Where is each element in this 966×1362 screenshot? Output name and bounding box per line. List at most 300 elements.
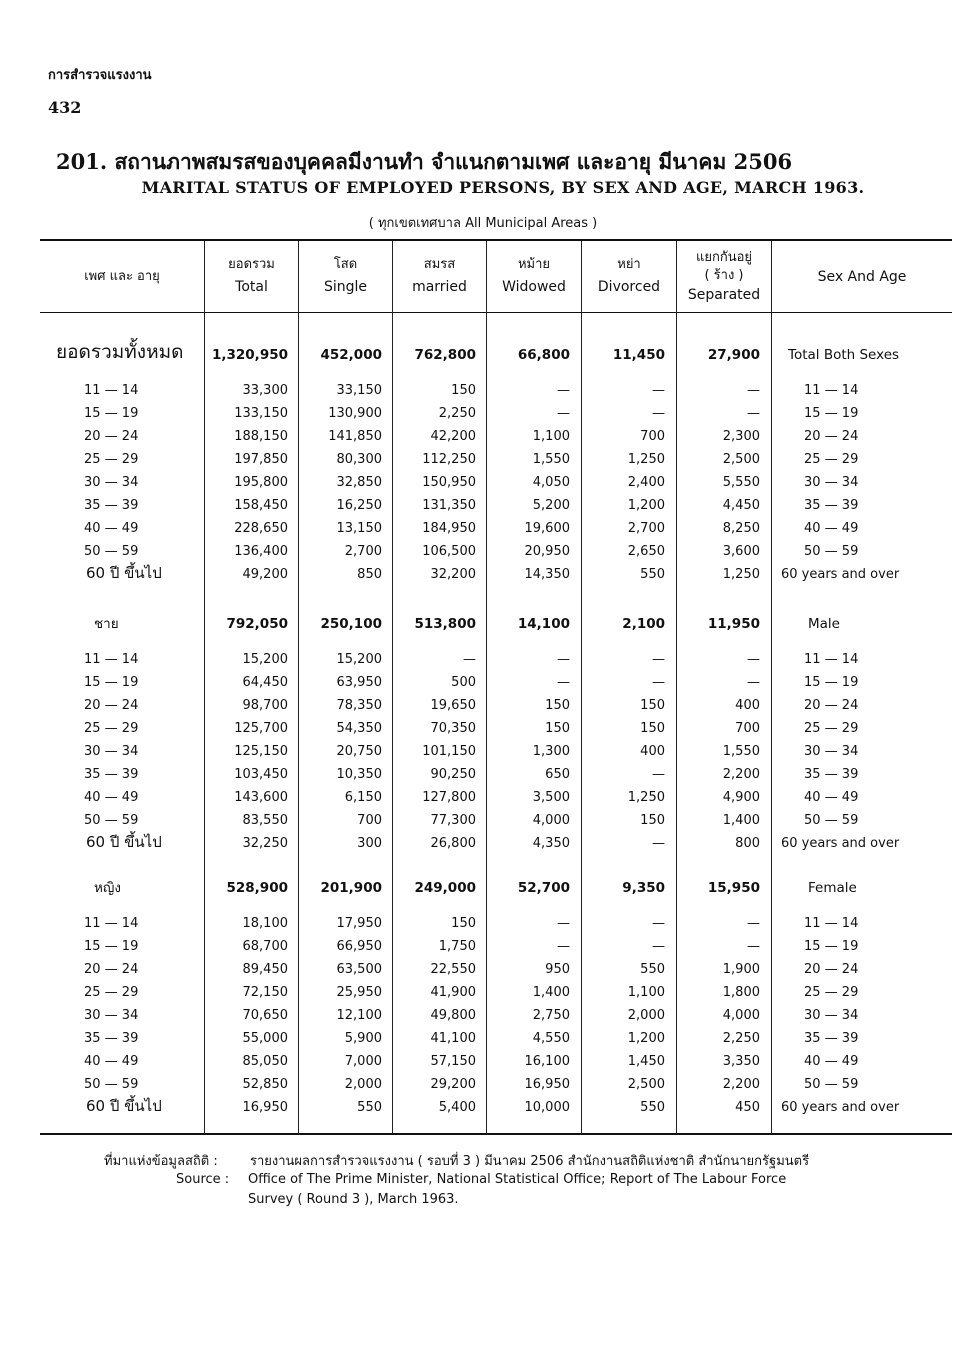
data-cell: 18,100 bbox=[242, 916, 288, 931]
data-cell: 188,150 bbox=[234, 429, 288, 444]
age-group-label-english: 15 — 19 bbox=[804, 406, 859, 421]
data-cell: 1,550 bbox=[532, 452, 570, 467]
section-total-row bbox=[40, 877, 952, 899]
data-cell: 4,000 bbox=[722, 1008, 760, 1023]
header-single-thai: โสด bbox=[333, 257, 358, 272]
data-cell: 101,150 bbox=[422, 744, 476, 759]
data-cell: 1,250 bbox=[722, 567, 760, 582]
data-cell: 3,350 bbox=[722, 1054, 760, 1069]
table-row bbox=[40, 1097, 952, 1119]
data-cell: 150 bbox=[451, 383, 476, 398]
data-cell: — bbox=[557, 916, 570, 931]
data-cell: 4,350 bbox=[532, 836, 570, 851]
table-row bbox=[40, 982, 952, 1004]
data-cell: 89,450 bbox=[242, 962, 288, 977]
table-title-english bbox=[0, 178, 966, 197]
data-cell: 5,400 bbox=[438, 1100, 476, 1115]
data-cell: 2,500 bbox=[627, 1077, 665, 1092]
data-cell: — bbox=[747, 406, 760, 421]
data-cell: 150 bbox=[640, 721, 665, 736]
table-row bbox=[40, 1051, 952, 1073]
data-cell: 3,600 bbox=[722, 544, 760, 559]
data-cell: 550 bbox=[640, 1100, 665, 1115]
data-cell: 133,150 bbox=[234, 406, 288, 421]
table-row bbox=[40, 649, 952, 671]
data-cell: 63,950 bbox=[336, 675, 382, 690]
data-cell: 55,000 bbox=[242, 1031, 288, 1046]
total-cell: 2,100 bbox=[622, 616, 665, 632]
data-cell: 1,250 bbox=[627, 790, 665, 805]
table-row bbox=[40, 495, 952, 517]
data-cell: 4,900 bbox=[722, 790, 760, 805]
footnote-source-line-1: Office of The Prime Minister, National Statistical Office; Report of The Labour Force bbox=[248, 1172, 787, 1187]
data-cell: — bbox=[557, 675, 570, 690]
data-cell: — bbox=[652, 406, 665, 421]
data-cell: — bbox=[652, 383, 665, 398]
data-cell: 195,800 bbox=[234, 475, 288, 490]
data-cell: 125,700 bbox=[234, 721, 288, 736]
data-cell: 150 bbox=[640, 698, 665, 713]
data-cell: 15,200 bbox=[336, 652, 382, 667]
data-cell: 158,450 bbox=[234, 498, 288, 513]
section-total-row bbox=[40, 613, 952, 635]
data-cell: 106,500 bbox=[422, 544, 476, 559]
data-cell: — bbox=[557, 383, 570, 398]
data-cell: 3,500 bbox=[532, 790, 570, 805]
total-cell: 9,350 bbox=[622, 880, 665, 896]
age-group-label-english: 11 — 14 bbox=[804, 652, 859, 667]
table-row bbox=[40, 959, 952, 981]
data-cell: 32,250 bbox=[242, 836, 288, 851]
data-cell: 33,300 bbox=[242, 383, 288, 398]
data-cell: — bbox=[652, 916, 665, 931]
data-cell: 2,650 bbox=[627, 544, 665, 559]
age-group-label: 40 — 49 bbox=[84, 521, 139, 536]
data-cell: 2,400 bbox=[627, 475, 665, 490]
table-row bbox=[40, 380, 952, 402]
age-group-label-english: 20 — 24 bbox=[804, 698, 859, 713]
age-group-label: 50 — 59 bbox=[84, 813, 139, 828]
table-row bbox=[40, 1028, 952, 1050]
data-cell: 6,150 bbox=[344, 790, 382, 805]
table-row bbox=[40, 1074, 952, 1096]
age-group-label: 25 — 29 bbox=[84, 721, 139, 736]
total-cell: 52,700 bbox=[517, 880, 570, 896]
running-head: การสำรวจแรงงาน bbox=[48, 68, 152, 83]
header-single-english: Single bbox=[323, 279, 368, 295]
page-number: 432 bbox=[48, 98, 82, 117]
total-cell: 27,900 bbox=[707, 347, 760, 363]
table-row bbox=[40, 1005, 952, 1027]
age-group-label-english: 50 — 59 bbox=[804, 813, 859, 828]
age-group-label-english: 60 years and over bbox=[781, 836, 900, 851]
data-cell: 2,700 bbox=[627, 521, 665, 536]
data-cell: 83,550 bbox=[242, 813, 288, 828]
footnote-thai-text: รายงานผลการสำรวจแรงงาน ( รอบที่ 3 ) มีนาคม 2506 สำนักงานสถิติแห่งชาติ สำนักนายกรัฐมนตรี bbox=[250, 1154, 810, 1169]
header-sex-age-english bbox=[772, 244, 952, 310]
data-cell: 54,350 bbox=[336, 721, 382, 736]
age-group-label-english: 30 — 34 bbox=[804, 475, 859, 490]
age-group-label: 30 — 34 bbox=[84, 1008, 139, 1023]
header-widowed-english: Widowed bbox=[502, 279, 566, 295]
age-group-label-english: 11 — 14 bbox=[804, 383, 859, 398]
data-cell: 66,950 bbox=[336, 939, 382, 954]
data-cell: 1,400 bbox=[532, 985, 570, 1000]
age-group-label-english: 25 — 29 bbox=[804, 721, 859, 736]
total-cell: 14,100 bbox=[517, 616, 570, 632]
data-cell: 32,850 bbox=[336, 475, 382, 490]
data-cell: 143,600 bbox=[234, 790, 288, 805]
data-cell: — bbox=[557, 406, 570, 421]
data-cell: 57,150 bbox=[430, 1054, 476, 1069]
data-cell: 42,200 bbox=[430, 429, 476, 444]
data-cell: — bbox=[557, 652, 570, 667]
header-separated-thai-2: ( ร้าง ) bbox=[704, 268, 744, 283]
table-row bbox=[40, 913, 952, 935]
header-separated-english: Separated bbox=[687, 287, 761, 303]
table-row bbox=[40, 426, 952, 448]
data-cell: — bbox=[557, 939, 570, 954]
data-cell: 90,250 bbox=[430, 767, 476, 782]
data-cell: — bbox=[747, 916, 760, 931]
data-cell: 2,000 bbox=[627, 1008, 665, 1023]
data-cell: 1,900 bbox=[722, 962, 760, 977]
table-row bbox=[40, 718, 952, 740]
section-name-thai: ชาย bbox=[94, 616, 119, 632]
data-cell: 20,950 bbox=[524, 544, 570, 559]
data-cell: 22,550 bbox=[430, 962, 476, 977]
total-cell: 250,100 bbox=[320, 616, 382, 632]
age-group-label: 35 — 39 bbox=[84, 498, 139, 513]
data-cell: 78,350 bbox=[336, 698, 382, 713]
age-group-label: 15 — 19 bbox=[84, 939, 139, 954]
data-cell: 700 bbox=[640, 429, 665, 444]
total-cell: 513,800 bbox=[414, 616, 476, 632]
table-row bbox=[40, 472, 952, 494]
age-group-label-english: 20 — 24 bbox=[804, 962, 859, 977]
data-cell: 1,100 bbox=[627, 985, 665, 1000]
total-cell: 201,900 bbox=[320, 880, 382, 896]
age-group-label-english: 50 — 59 bbox=[804, 544, 859, 559]
section-name-thai: หญิง bbox=[94, 880, 121, 896]
data-cell: 12,100 bbox=[336, 1008, 382, 1023]
data-cell: 70,350 bbox=[430, 721, 476, 736]
data-cell: 150 bbox=[545, 698, 570, 713]
data-cell: 10,000 bbox=[524, 1100, 570, 1115]
age-group-label: 20 — 24 bbox=[84, 429, 139, 444]
data-cell: 650 bbox=[545, 767, 570, 782]
data-cell: — bbox=[747, 383, 760, 398]
data-cell: 131,350 bbox=[422, 498, 476, 513]
data-cell: 7,000 bbox=[344, 1054, 382, 1069]
data-cell: 4,450 bbox=[722, 498, 760, 513]
data-cell: 550 bbox=[640, 567, 665, 582]
data-cell: 450 bbox=[735, 1100, 760, 1115]
total-cell: 528,900 bbox=[226, 880, 288, 896]
data-cell: — bbox=[652, 767, 665, 782]
total-cell: 15,950 bbox=[707, 880, 760, 896]
age-group-label: 20 — 24 bbox=[84, 698, 139, 713]
total-cell: 452,000 bbox=[320, 347, 382, 363]
age-group-label: 60 ปี ขึ้นไป bbox=[86, 1097, 162, 1115]
age-group-label-english: 20 — 24 bbox=[804, 429, 859, 444]
age-group-label-english: 25 — 29 bbox=[804, 452, 859, 467]
data-cell: 136,400 bbox=[234, 544, 288, 559]
data-cell: 98,700 bbox=[242, 698, 288, 713]
data-cell: 4,000 bbox=[532, 813, 570, 828]
age-group-label: 35 — 39 bbox=[84, 1031, 139, 1046]
table-bottom-rule bbox=[40, 1133, 952, 1135]
age-group-label-english: 60 years and over bbox=[781, 567, 900, 582]
header-separated-thai: แยกกันอยู่ bbox=[695, 250, 753, 265]
data-cell: — bbox=[652, 939, 665, 954]
data-cell: 2,250 bbox=[722, 1031, 760, 1046]
header-widowed-thai: หม้าย bbox=[517, 257, 551, 272]
data-cell: 16,250 bbox=[336, 498, 382, 513]
age-group-label-english: 30 — 34 bbox=[804, 744, 859, 759]
age-group-label: 40 — 49 bbox=[84, 1054, 139, 1069]
data-cell: 400 bbox=[640, 744, 665, 759]
section-name-thai: ยอดรวมทั้งหมด bbox=[56, 341, 184, 363]
section-name-english: Male bbox=[808, 616, 840, 632]
header-widowed bbox=[487, 244, 581, 310]
header-divorced-english: Divorced bbox=[597, 279, 661, 295]
total-cell: 11,950 bbox=[707, 616, 760, 632]
age-group-label: 20 — 24 bbox=[84, 962, 139, 977]
data-cell: 150 bbox=[451, 916, 476, 931]
table-subtitle: ( ทุกเขตเทศบาล All Municipal Areas ) bbox=[368, 216, 598, 231]
age-group-label-english: 40 — 49 bbox=[804, 521, 859, 536]
age-group-label: 30 — 34 bbox=[84, 744, 139, 759]
age-group-label: 11 — 14 bbox=[84, 652, 139, 667]
table-row bbox=[40, 403, 952, 425]
data-cell: 25,950 bbox=[336, 985, 382, 1000]
data-cell: 5,550 bbox=[722, 475, 760, 490]
header-married-english: married bbox=[412, 279, 467, 295]
data-cell: 130,900 bbox=[328, 406, 382, 421]
data-cell: — bbox=[652, 675, 665, 690]
data-cell: — bbox=[747, 675, 760, 690]
age-group-label: 11 — 14 bbox=[84, 383, 139, 398]
age-group-label-english: 25 — 29 bbox=[804, 985, 859, 1000]
age-group-label: 40 — 49 bbox=[84, 790, 139, 805]
data-cell: 2,300 bbox=[722, 429, 760, 444]
data-cell: 1,450 bbox=[627, 1054, 665, 1069]
data-cell: 85,050 bbox=[242, 1054, 288, 1069]
data-cell: 300 bbox=[357, 836, 382, 851]
age-group-label-english: 35 — 39 bbox=[804, 767, 859, 782]
footnote-source-line-2: Survey ( Round 3 ), March 1963. bbox=[248, 1192, 459, 1207]
data-cell: — bbox=[463, 652, 476, 667]
data-cell: 700 bbox=[357, 813, 382, 828]
section-name-english: Female bbox=[808, 880, 857, 896]
data-cell: 150 bbox=[640, 813, 665, 828]
data-cell: — bbox=[747, 939, 760, 954]
table-row bbox=[40, 672, 952, 694]
data-cell: 141,850 bbox=[328, 429, 382, 444]
section-name-english: Total Both Sexes bbox=[788, 347, 900, 363]
data-cell: 2,700 bbox=[344, 544, 382, 559]
data-cell: 1,300 bbox=[532, 744, 570, 759]
header-separated bbox=[677, 244, 771, 310]
data-cell: 13,150 bbox=[336, 521, 382, 536]
data-cell: 41,100 bbox=[430, 1031, 476, 1046]
data-cell: 150,950 bbox=[422, 475, 476, 490]
total-cell: 762,800 bbox=[414, 347, 476, 363]
total-cell: 792,050 bbox=[226, 616, 288, 632]
table-row bbox=[40, 787, 952, 809]
age-group-label: 15 — 19 bbox=[84, 675, 139, 690]
header-total-thai: ยอดรวม bbox=[228, 257, 275, 272]
age-group-label: 30 — 34 bbox=[84, 475, 139, 490]
data-cell: 197,850 bbox=[234, 452, 288, 467]
age-group-label-english: 11 — 14 bbox=[804, 916, 859, 931]
data-cell: 184,950 bbox=[422, 521, 476, 536]
data-cell: 850 bbox=[357, 567, 382, 582]
age-group-label: 35 — 39 bbox=[84, 767, 139, 782]
data-cell: 15,200 bbox=[242, 652, 288, 667]
header-sex-age-thai-text: เพศ และ อายุ bbox=[84, 269, 160, 284]
data-cell: — bbox=[652, 836, 665, 851]
data-cell: 125,150 bbox=[234, 744, 288, 759]
age-group-label-english: 30 — 34 bbox=[804, 1008, 859, 1023]
data-cell: 19,600 bbox=[524, 521, 570, 536]
data-cell: 228,650 bbox=[234, 521, 288, 536]
data-cell: 10,350 bbox=[336, 767, 382, 782]
data-cell: — bbox=[747, 652, 760, 667]
age-group-label: 25 — 29 bbox=[84, 985, 139, 1000]
table-row bbox=[40, 741, 952, 763]
table-top-rule bbox=[40, 239, 952, 241]
total-cell: 249,000 bbox=[414, 880, 476, 896]
data-cell: 550 bbox=[640, 962, 665, 977]
header-married bbox=[393, 244, 486, 310]
data-cell: 127,800 bbox=[422, 790, 476, 805]
header-married-thai: สมรส bbox=[423, 257, 456, 272]
data-cell: 1,550 bbox=[722, 744, 760, 759]
table-title-thai: 201. สถานภาพสมรสของบุคคลมีงานทำ จำแนกตามเพศ และอายุ มีนาคม 2506 bbox=[56, 149, 793, 174]
data-cell: 41,900 bbox=[430, 985, 476, 1000]
data-cell: 103,450 bbox=[234, 767, 288, 782]
age-group-label: 60 ปี ขึ้นไป bbox=[86, 833, 162, 851]
header-divorced-thai: หย่า bbox=[617, 257, 641, 272]
data-cell: 1,100 bbox=[532, 429, 570, 444]
table-row bbox=[40, 564, 952, 586]
data-cell: 17,950 bbox=[336, 916, 382, 931]
data-cell: 1,400 bbox=[722, 813, 760, 828]
age-group-label-english: 35 — 39 bbox=[804, 498, 859, 513]
table-row bbox=[40, 695, 952, 717]
data-cell: 70,650 bbox=[242, 1008, 288, 1023]
data-cell: 14,350 bbox=[524, 567, 570, 582]
age-group-label: 50 — 59 bbox=[84, 1077, 139, 1092]
age-group-label-english: 35 — 39 bbox=[804, 1031, 859, 1046]
age-group-label-english: 40 — 49 bbox=[804, 790, 859, 805]
data-cell: 49,800 bbox=[430, 1008, 476, 1023]
data-cell: 2,750 bbox=[532, 1008, 570, 1023]
age-group-label-english: 60 years and over bbox=[781, 1100, 900, 1115]
header-total-english: Total bbox=[235, 279, 268, 295]
data-cell: 2,000 bbox=[344, 1077, 382, 1092]
header-sex-age-thai bbox=[40, 244, 204, 310]
age-group-label-english: 40 — 49 bbox=[804, 1054, 859, 1069]
data-cell: 77,300 bbox=[430, 813, 476, 828]
data-cell: 29,200 bbox=[430, 1077, 476, 1092]
data-cell: 950 bbox=[545, 962, 570, 977]
data-cell: 1,750 bbox=[438, 939, 476, 954]
data-cell: 52,850 bbox=[242, 1077, 288, 1092]
table-row bbox=[40, 541, 952, 563]
data-cell: 4,050 bbox=[532, 475, 570, 490]
header-sex-age-english-text: Sex And Age bbox=[817, 269, 907, 285]
table-row bbox=[40, 518, 952, 540]
data-cell: 80,300 bbox=[336, 452, 382, 467]
data-cell: 16,950 bbox=[242, 1100, 288, 1115]
data-cell: 1,200 bbox=[627, 498, 665, 513]
age-group-label: 25 — 29 bbox=[84, 452, 139, 467]
age-group-label: 50 — 59 bbox=[84, 544, 139, 559]
data-cell: 20,750 bbox=[336, 744, 382, 759]
table-header-rule bbox=[40, 312, 952, 313]
data-cell: — bbox=[652, 652, 665, 667]
table-row bbox=[40, 833, 952, 855]
data-cell: 1,250 bbox=[627, 452, 665, 467]
section-total-row bbox=[40, 341, 952, 366]
data-cell: 16,100 bbox=[524, 1054, 570, 1069]
data-cell: 63,500 bbox=[336, 962, 382, 977]
data-cell: 64,450 bbox=[242, 675, 288, 690]
data-cell: 19,650 bbox=[430, 698, 476, 713]
footnote-thai-label: ที่มาแห่งข้อมูลสถิติ : bbox=[104, 1154, 218, 1169]
header-single bbox=[299, 244, 392, 310]
data-cell: 26,800 bbox=[430, 836, 476, 851]
data-cell: 2,250 bbox=[438, 406, 476, 421]
footnote-source-label: Source : bbox=[176, 1172, 230, 1187]
data-cell: 5,900 bbox=[344, 1031, 382, 1046]
table-row bbox=[40, 810, 952, 832]
data-cell: 68,700 bbox=[242, 939, 288, 954]
data-cell: 2,200 bbox=[722, 1077, 760, 1092]
data-cell: 1,800 bbox=[722, 985, 760, 1000]
header-divorced bbox=[582, 244, 676, 310]
total-cell: 1,320,950 bbox=[211, 347, 288, 363]
data-cell: 4,550 bbox=[532, 1031, 570, 1046]
data-cell: 16,950 bbox=[524, 1077, 570, 1092]
data-cell: 800 bbox=[735, 836, 760, 851]
data-cell: 72,150 bbox=[242, 985, 288, 1000]
table-row bbox=[40, 449, 952, 471]
data-cell: 700 bbox=[735, 721, 760, 736]
data-cell: 5,200 bbox=[532, 498, 570, 513]
age-group-label: 60 ปี ขึ้นไป bbox=[86, 564, 162, 582]
header-total bbox=[205, 244, 298, 310]
data-cell: 33,150 bbox=[336, 383, 382, 398]
data-cell: 112,250 bbox=[422, 452, 476, 467]
data-cell: 150 bbox=[545, 721, 570, 736]
data-cell: 400 bbox=[735, 698, 760, 713]
data-cell: 8,250 bbox=[722, 521, 760, 536]
data-cell: 49,200 bbox=[242, 567, 288, 582]
data-cell: 550 bbox=[357, 1100, 382, 1115]
age-group-label: 11 — 14 bbox=[84, 916, 139, 931]
table-row bbox=[40, 936, 952, 958]
total-cell: 11,450 bbox=[612, 347, 665, 363]
data-cell: 2,500 bbox=[722, 452, 760, 467]
age-group-label-english: 15 — 19 bbox=[804, 939, 859, 954]
age-group-label-english: 50 — 59 bbox=[804, 1077, 859, 1092]
table-row bbox=[40, 764, 952, 786]
age-group-label-english: 15 — 19 bbox=[804, 675, 859, 690]
